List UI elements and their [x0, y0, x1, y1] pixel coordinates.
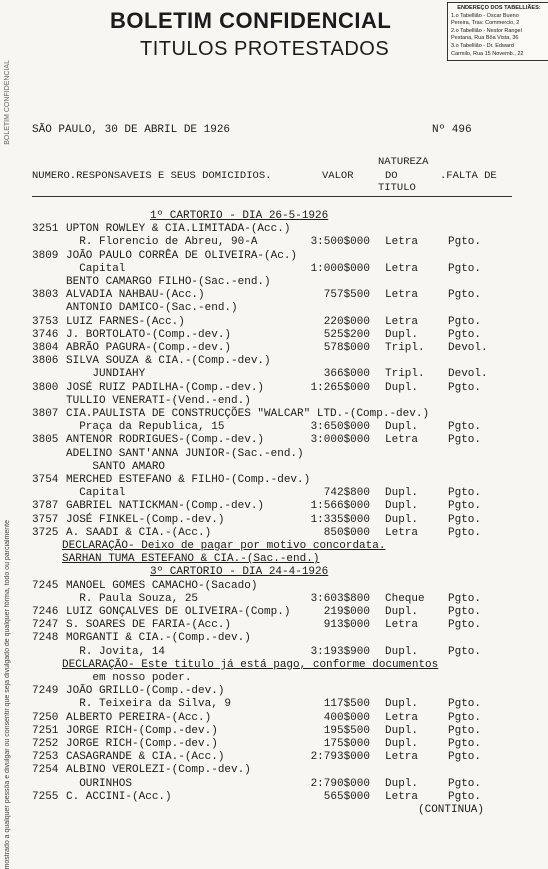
entry-reason: Pgto.	[448, 236, 482, 249]
address-line: 2.o Tabellião - Nestor Rangel	[451, 27, 522, 34]
entry-name: JOÃO GRILLO-(Comp.-dev.)	[66, 685, 225, 698]
entry-name: C. ACCINI-(Acc.)	[66, 790, 172, 803]
entry-reason: Pgto.	[448, 738, 482, 750]
entry-title-type: Dupl.	[385, 777, 419, 790]
entry-title-type: Dupl.	[385, 698, 419, 711]
entry-number: 7252	[32, 738, 59, 750]
declaration-text: DECLARAÇÃO- Este titulo já está pago, conforme documentos	[62, 658, 439, 671]
entry-reason: Pgto.	[448, 315, 482, 328]
entry-name: S. SOARES DE FARIA-(Acc.)	[66, 619, 232, 632]
entry-title-type: Letra	[385, 526, 419, 539]
entry-name: ADELINO SANT'ANNA JUNIOR-(Sac.-end.)	[66, 447, 304, 460]
entry-reason: Devol.	[448, 342, 488, 354]
entry-title-type: Dupl.	[385, 513, 419, 526]
entry-number: 7245	[32, 579, 59, 592]
entry-reason: Pgto.	[448, 434, 482, 447]
header-rule	[32, 196, 512, 197]
address-line: Carmilo, Rua 15 Novemb., 22	[451, 50, 524, 57]
entry-title-type: Dupl.	[385, 487, 419, 500]
entry-value: 1:566$000	[310, 500, 370, 513]
entry-title-type: Dupl.	[385, 724, 419, 737]
entry-reason: Devol.	[448, 368, 488, 381]
entry-number: 3805	[32, 434, 59, 447]
address-line: Pestana, Rua Bôa Vista, 36	[451, 35, 519, 42]
entry-number: 7253	[32, 751, 59, 764]
entry-name: ALVADIA NAHBAU-(Acc.)	[66, 289, 205, 302]
entry-name: MANOEL GOMES CAMACHO-(Sacado)	[66, 579, 258, 592]
entry-value: 400$000	[323, 711, 370, 724]
continued-note: (CONTINUA)	[418, 804, 485, 816]
col-valor: VALOR	[322, 170, 354, 182]
entry-title-type: Letra	[385, 751, 419, 764]
entry-title-type: Letra	[385, 434, 419, 447]
entry-number: 3809	[32, 249, 59, 262]
entry-title-type: Dupl.	[385, 500, 419, 513]
entry-reason: Pgto.	[448, 526, 482, 539]
col-natureza-1: NATUREZA	[378, 156, 429, 168]
entry-number: 7254	[32, 764, 59, 777]
entry-title-type: Letra	[385, 236, 419, 249]
entry-name: JOSÉ RUIZ PADILHA-(Comp.-dev.)	[66, 381, 265, 394]
entry-name: J. BORTOLATO-(Comp.-dev.)	[66, 328, 232, 341]
entry-value: 1:000$000	[310, 262, 370, 275]
entry-name: SARHAN TUMA ESTEFANO & CIA.-(Sac.-end.)	[62, 553, 320, 566]
entry-name: ABRÃO PAGURA-(Comp.-dev.)	[66, 342, 232, 354]
entry-name: JUNDIAHY	[66, 368, 146, 381]
entry-value: 757$500	[323, 289, 370, 302]
entry-reason: Pgto.	[448, 698, 482, 711]
entry-name: Capital	[66, 262, 126, 275]
entry-value: 220$000	[323, 315, 370, 328]
entry-number: 3804	[32, 342, 59, 354]
entry-reason: Pgto.	[448, 711, 482, 724]
entry-number: 7246	[32, 606, 59, 618]
entry-value: 913$000	[323, 619, 370, 632]
entry-name: R. Jovita, 14	[66, 645, 166, 658]
entry-name: BENTO CAMARGO FILHO-(Sac.-end.)	[66, 276, 271, 288]
entry-number: 3746	[32, 328, 59, 341]
entry-title-type: Letra	[385, 711, 419, 724]
entry-name: CASAGRANDE & CIA.-(Acc.)	[66, 751, 225, 764]
sidebar-notice: mostrado a qualquer pessôa e divulgar ou consentir que seja divulgado de qualquer fórma, todo ou parcialmente	[4, 520, 11, 869]
entry-value: 219$000	[323, 606, 370, 618]
entry-title-type: Letra	[385, 289, 419, 302]
entry-title-type: Letra	[385, 262, 419, 275]
entry-value: 3:193$900	[310, 645, 370, 658]
entry-number: 7251	[32, 724, 59, 737]
entry-name: UPTON ROWLEY & CIA.LIMITADA-(Acc.)	[66, 223, 291, 236]
entry-name: MORGANTI & CIA.-(Comp.-dev.)	[66, 632, 251, 645]
entry-value: 195$500	[323, 724, 370, 737]
entry-reason: Pgto.	[448, 289, 482, 302]
entry-number: 3803	[32, 289, 59, 302]
entry-title-type: Letra	[385, 790, 419, 803]
entry-reason: Pgto.	[448, 381, 482, 394]
entry-number: 7255	[32, 790, 59, 803]
col-natureza-2: DO	[385, 170, 398, 182]
entry-title-type: Dupl.	[385, 645, 419, 658]
entry-value: 2:790$000	[310, 777, 370, 790]
entry-value: 175$000	[323, 738, 370, 750]
entry-name: em nosso poder.	[66, 672, 192, 684]
entry-name: ALBINO VEROLEZI-(Comp.-dev.)	[66, 764, 251, 777]
entry-value: 525$200	[323, 328, 370, 341]
entry-value: 1:335$000	[310, 513, 370, 526]
entry-reason: Pgto.	[448, 500, 482, 513]
entry-value: 850$000	[323, 526, 370, 539]
address-box	[447, 2, 548, 61]
masthead-subtitle: TITULOS PROTESTADOS	[140, 38, 390, 60]
entry-title-type: Cheque	[385, 592, 425, 605]
entry-value: 565$000	[323, 790, 370, 803]
entry-name: JOSÉ FINKEL-(Comp.-dev.)	[66, 513, 225, 526]
entry-name: ALBERTO PEREIRA-(Acc.)	[66, 711, 212, 724]
entry-name: JOÃO PAULO CORRÊA DE OLIVEIRA-(Ac.)	[66, 249, 298, 262]
entry-title-type: Letra	[385, 619, 419, 632]
entry-name: JORGE RICH-(Comp.-dev.)	[66, 738, 218, 750]
entry-name: GABRIEL NATICKMAN-(Comp.-dev.)	[66, 500, 265, 513]
entry-name: SILVA SOUZA & CIA.-(Comp.-dev.)	[66, 355, 271, 368]
sidebar-label: BOLETIM CONFIDENCIAL	[4, 60, 11, 145]
col-natureza-3: TITULO	[378, 182, 416, 194]
entry-number: 7248	[32, 632, 59, 645]
entry-value: 3:603$800	[310, 592, 370, 605]
entry-title-type: Dupl.	[385, 738, 419, 750]
entry-name: Capital	[66, 487, 126, 500]
entry-reason: Pgto.	[448, 724, 482, 737]
col-numero: NUMERO.RESPONSAVEIS E SEUS DOMICIDIOS.	[32, 170, 272, 182]
entry-value: 117$500	[323, 698, 370, 711]
entry-name: OURINHOS	[66, 777, 133, 790]
entry-value: 3:500$000	[310, 236, 370, 249]
address-line: 1.o Tabellião - Oscar Bueno	[451, 12, 519, 19]
entry-reason: Pgto.	[448, 513, 482, 526]
entry-number: 7250	[32, 711, 59, 724]
entry-title-type: Dupl.	[385, 381, 419, 394]
entry-name: SANTO AMARO	[66, 460, 166, 473]
entry-number: 3800	[32, 381, 59, 394]
cartorio-heading: 1º CARTORIO - DIA 26-5-1926	[150, 210, 329, 222]
entry-reason: Pgto.	[448, 777, 482, 790]
entry-number: 3753	[32, 315, 59, 328]
entry-name: R. Teixeira da Silva, 9	[66, 698, 232, 711]
entry-name: LUIZ GONÇALVES DE OLIVEIRA-(Comp.)	[66, 606, 291, 618]
cartorio-heading: 3º CARTORIO - DIA 24-4-1926	[150, 566, 329, 579]
entry-number: 3754	[32, 474, 59, 486]
entry-number: 3787	[32, 500, 59, 513]
entry-title-type: Dupl.	[385, 421, 419, 434]
masthead-title: BOLETIM CONFIDENCIAL	[110, 8, 392, 33]
entry-value: 2:793$000	[310, 751, 370, 764]
entry-value: 3:000$000	[310, 434, 370, 447]
entry-reason: Pgto.	[448, 606, 482, 618]
entry-name: CIA.PAULISTA DE CONSTRUCÇÕES "WALCAR" LTD.-(Comp.-dev.)	[66, 408, 430, 420]
entry-reason: Pgto.	[448, 328, 482, 341]
entry-value: 3:650$000	[310, 421, 370, 434]
entry-reason: Pgto.	[448, 645, 482, 658]
entry-reason: Pgto.	[448, 487, 482, 500]
entry-name: R. Paula Souza, 25	[66, 592, 199, 605]
entry-name: ANTENOR RODRIGUES-(Comp.-dev.)	[66, 434, 265, 447]
entry-name: Praça da Republica, 15	[66, 421, 225, 434]
entry-reason: Pgto.	[448, 751, 482, 764]
declaration-text: DECLARAÇÃO- Deixo de pagar por motivo concordata.	[62, 540, 386, 552]
entry-name: ANTONIO DAMICO-(Sac.-end.)	[66, 302, 238, 315]
address-line: 3.o Tabellião - Dr. Edward	[451, 42, 514, 49]
entry-value: 578$000	[323, 342, 370, 354]
col-falta: .FALTA DE	[440, 170, 497, 182]
entry-title-type: Dupl.	[385, 328, 419, 341]
entry-name: LUIZ FARNES-(Acc.)	[66, 315, 185, 328]
entry-title-type: Tripl.	[385, 368, 425, 381]
entry-number: 3806	[32, 355, 59, 368]
entry-name: TULLIO VENERATI-(Vend.-end.)	[66, 394, 251, 407]
entry-number: 3725	[32, 526, 59, 539]
entry-value: 1:265$000	[310, 381, 370, 394]
entry-title-type: Letra	[385, 315, 419, 328]
entry-reason: Pgto.	[448, 619, 482, 632]
address-heading: ENDEREÇO DOS TABELLIÃES:	[457, 5, 541, 11]
entry-name: A. SAADI & CIA.-(Acc.)	[66, 526, 212, 539]
address-line: Pereira, Trav. Commercio, 2	[451, 20, 520, 27]
entry-value: 366$000	[323, 368, 370, 381]
entry-title-type: Dupl.	[385, 606, 419, 618]
entry-number: 3251	[32, 223, 59, 236]
dateline: SÃO PAULO, 30 DE ABRIL DE 1926	[32, 124, 231, 136]
entry-reason: Pgto.	[448, 421, 482, 434]
entry-reason: Pgto.	[448, 262, 482, 275]
entry-number: 7249	[32, 685, 59, 698]
entry-name: R. Florencio de Abreu, 90-A	[66, 236, 258, 249]
bulletin-number: Nº 496	[432, 124, 472, 136]
entry-reason: Pgto.	[448, 592, 482, 605]
entry-number: 7247	[32, 619, 59, 632]
entry-title-type: Tripl.	[385, 342, 425, 354]
entry-number: 3807	[32, 408, 59, 420]
entry-name: MERCHED ESTEFANO & FILHO-(Comp.-dev.)	[66, 474, 311, 486]
entry-number: 3757	[32, 513, 59, 526]
entry-value: 742$800	[323, 487, 370, 500]
entry-reason: Pgto.	[448, 790, 482, 803]
entry-name: JORGE RICH-(Comp.-dev.)	[66, 724, 218, 737]
